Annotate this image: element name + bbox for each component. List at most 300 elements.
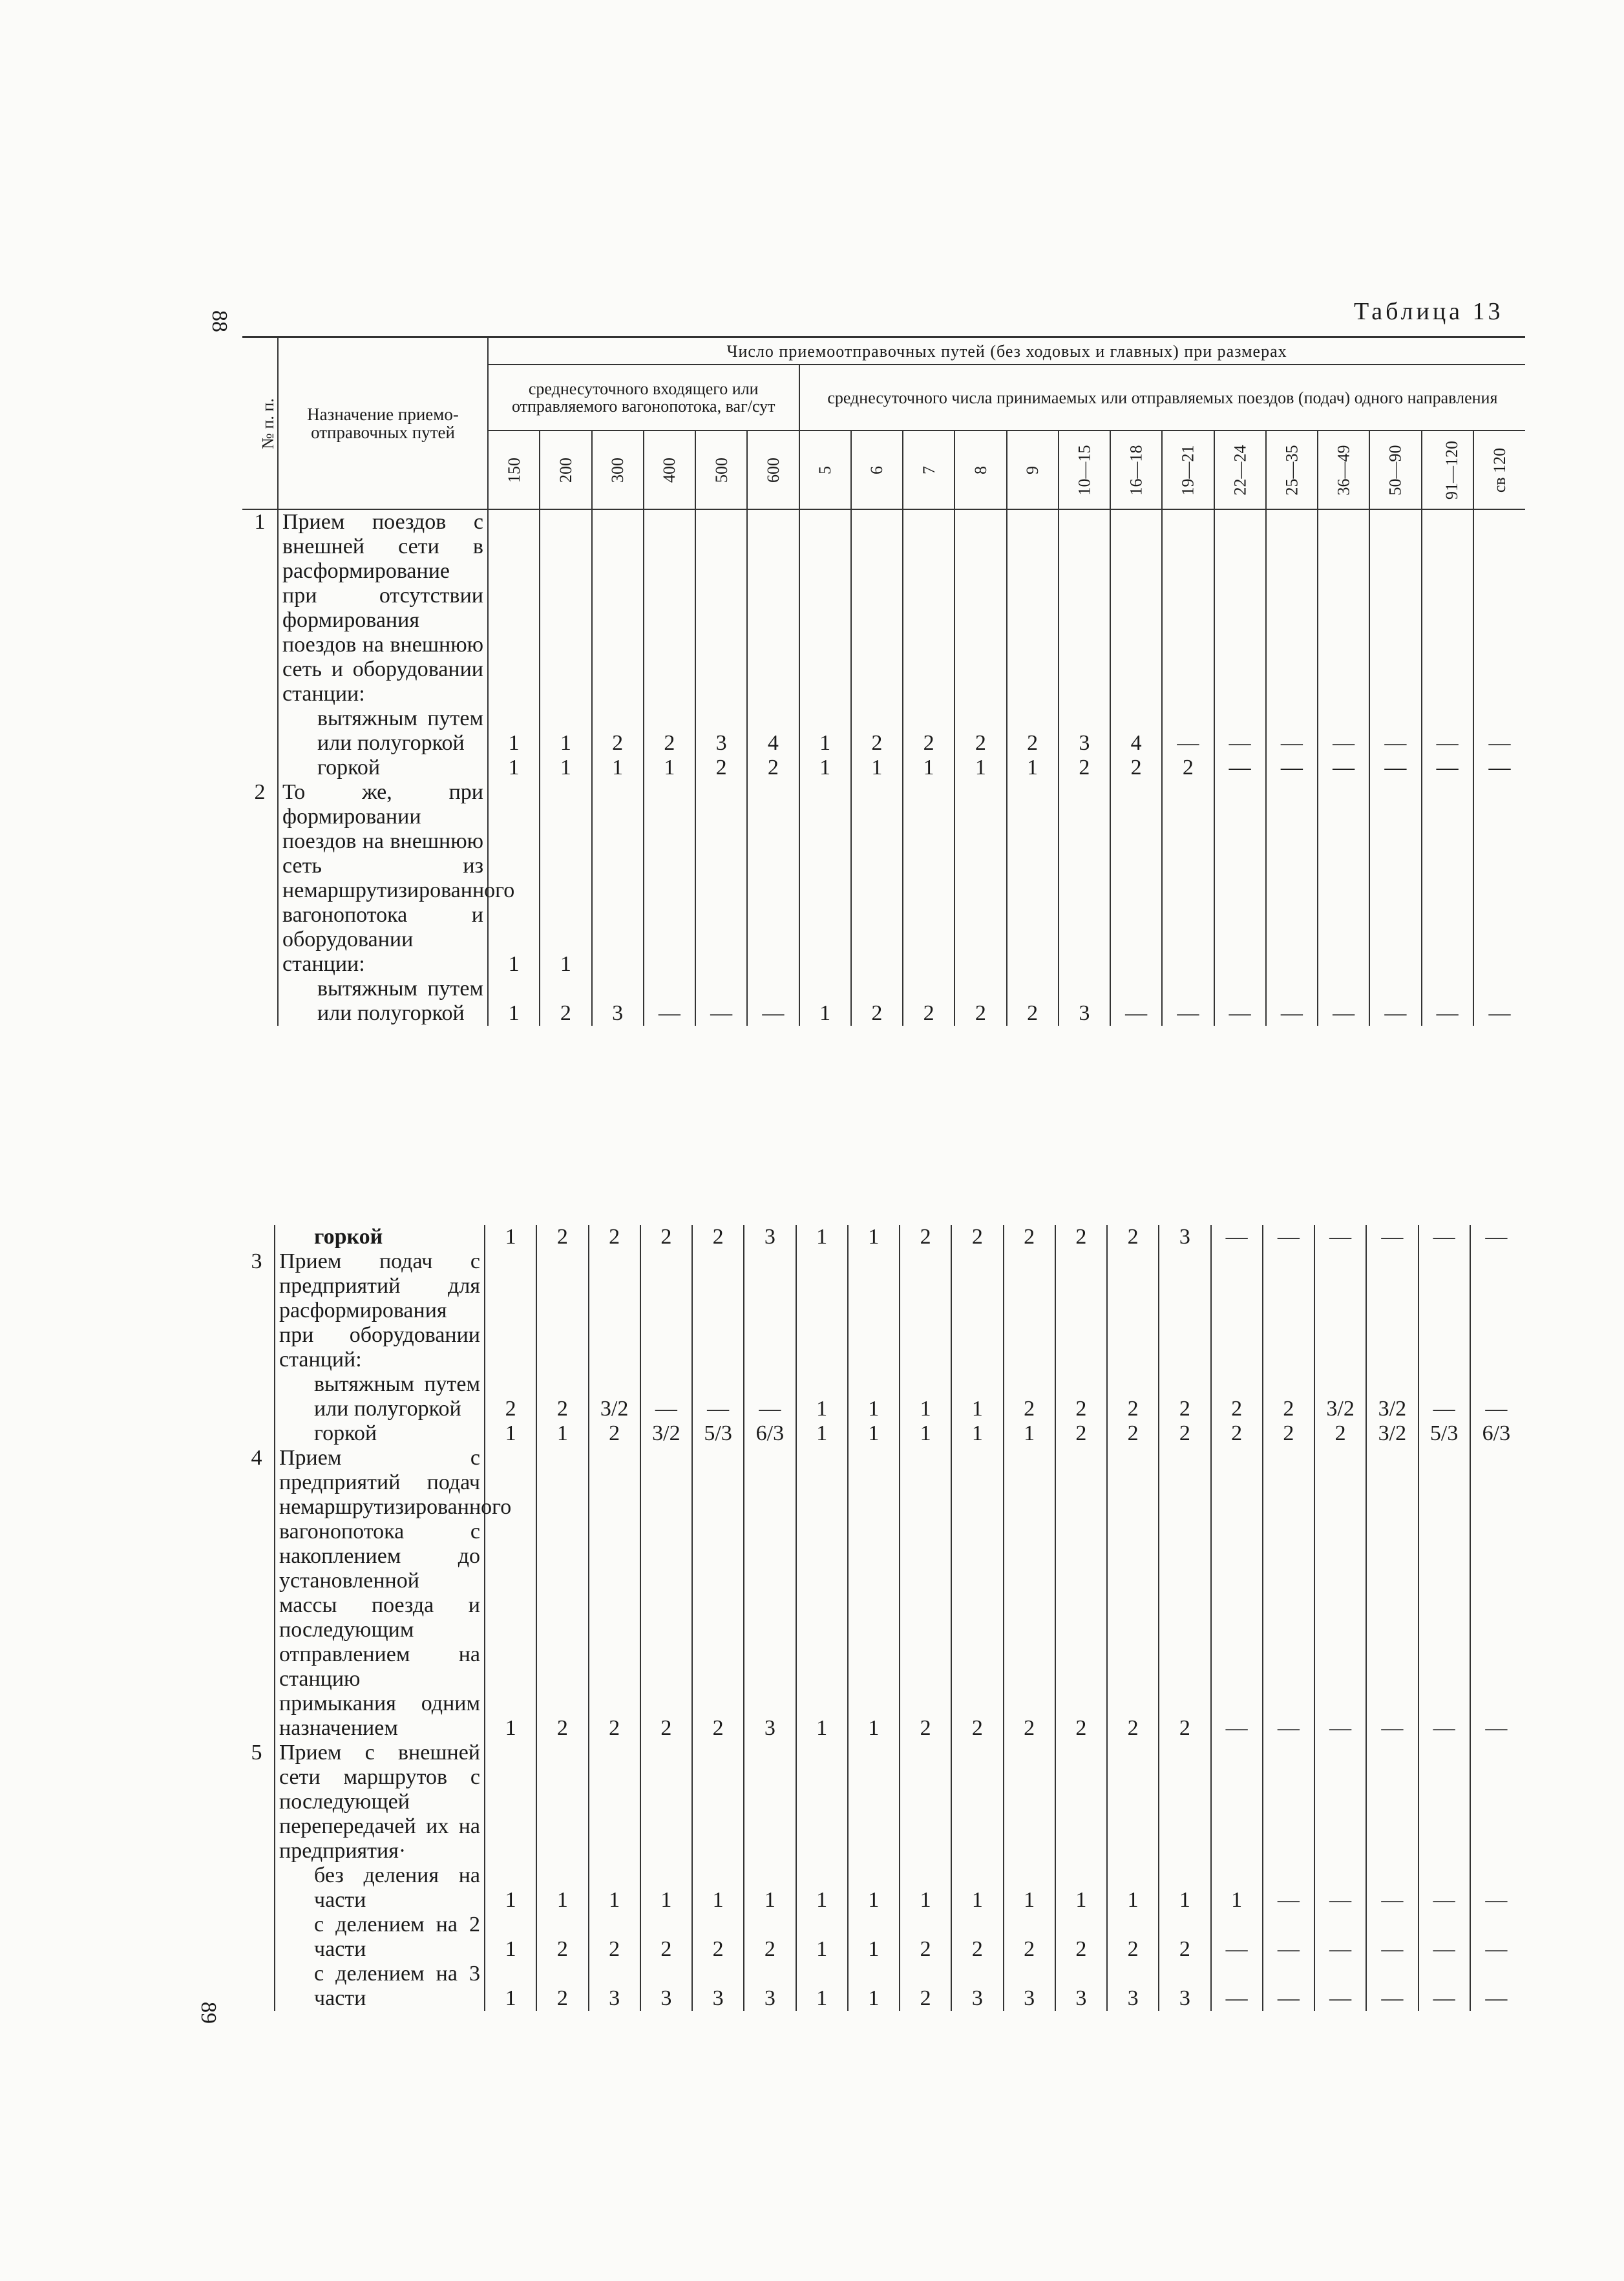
cell-value [1055,1741,1107,1863]
cell-value: 1 [951,1372,1003,1421]
table-row [242,706,1525,756]
header-col: 500 [695,430,747,509]
cell-value [1418,1741,1470,1863]
cell-value: 2 [589,1225,640,1249]
header-col: 150 [488,430,540,509]
cell-value [848,1741,900,1863]
cell-value: 2 [1007,706,1059,756]
header-col: 36—49 [1318,430,1369,509]
cell-value: 2 [851,977,903,1026]
cell-value: 1 [848,1913,900,1962]
cell-value: — [1369,756,1421,780]
cell-value [1107,1741,1159,1863]
row-purpose: Прием поездов с внешней сети в расформирование при отсутствии формирования поездов на внешнюю сеть и оборудовании станции: [278,509,488,706]
cell-value [1473,509,1525,706]
cell-value: — [1422,706,1473,756]
cell-value [1369,509,1421,706]
cell-value: 2 [589,1913,640,1962]
cell-value: 1 [485,1962,536,2011]
cell-value: 1 [540,706,591,756]
cell-value: 3/2 [1366,1372,1418,1421]
cell-value: 1 [799,706,851,756]
cell-value: — [1418,1372,1470,1421]
header-col: 8 [954,430,1006,509]
header-col: 50—90 [1369,430,1421,509]
cell-value [1470,1249,1522,1372]
cell-value [589,1249,640,1372]
cell-value: 1 [848,1225,900,1249]
table-title: Таблица 13 [1354,298,1504,325]
header-number: № п. п. [242,337,278,510]
cell-value: 1 [485,1863,536,1913]
cell-value: — [1266,756,1318,780]
cell-value: — [1211,1225,1263,1249]
cell-value: 1 [1004,1863,1055,1913]
cell-value [1211,1741,1263,1863]
cell-value: 3 [695,706,747,756]
cell-value [640,1741,692,1863]
cell-value: 1 [796,1913,848,1962]
cell-value: — [1470,1372,1522,1421]
cell-value: — [1366,1962,1418,2011]
table-row [239,1863,1522,1913]
cell-value: 2 [1055,1446,1107,1741]
cell-value: 2 [1107,1446,1159,1741]
cell-value: — [1418,1225,1470,1249]
cell-value: 1 [1107,1863,1159,1913]
cell-value: 2 [1004,1372,1055,1421]
cell-value: 1 [692,1863,744,1913]
cell-value: 1 [796,1372,848,1421]
cell-value: — [1470,1225,1522,1249]
cell-value: — [1418,1913,1470,1962]
cell-value [485,1249,536,1372]
cell-value: — [1314,1225,1366,1249]
header-col: 22—24 [1214,430,1266,509]
cell-value: 1 [592,756,644,780]
cell-value: — [1470,1446,1522,1741]
cell-value: — [1266,706,1318,756]
cell-value: 2 [592,706,644,756]
cell-value: 2 [900,1225,951,1249]
cell-value: 2 [1055,1913,1107,1962]
cell-value: 1 [644,756,695,780]
cell-value: — [1318,756,1369,780]
cell-value: — [1314,1863,1366,1913]
cell-value [1159,1741,1210,1863]
cell-value: — [1470,1913,1522,1962]
row-purpose: без деления на части [275,1863,485,1913]
cell-value: 3/2 [640,1421,692,1446]
cell-value: 2 [900,1446,951,1741]
cell-value [903,780,954,977]
cell-value: — [1211,1446,1263,1741]
header-col: 300 [592,430,644,509]
cell-value: 2 [954,706,1006,756]
page-number-top: 88 [207,310,231,332]
cell-value [644,509,695,706]
header-col: 91—120 [1422,430,1473,509]
cell-value: 1 [488,977,540,1026]
cell-value [1366,1741,1418,1863]
cell-value: 3 [640,1962,692,2011]
cell-value: 2 [903,977,954,1026]
cell-value [851,780,903,977]
cell-value: 1 [796,1962,848,2011]
header-group-flow: среднесуточного входящего или отправляемого вагонопотока, ваг/сут [488,365,799,430]
cell-value: 2 [951,1913,1003,1962]
cell-value: 2 [1107,1913,1159,1962]
cell-value [799,509,851,706]
cell-value: — [1318,706,1369,756]
cell-value: 1 [488,756,540,780]
cell-value: 2 [1211,1372,1263,1421]
cell-value: 2 [951,1225,1003,1249]
table-row [239,1741,1522,1863]
cell-value: 1 [485,1225,536,1249]
cell-value: 2 [692,1225,744,1249]
cell-value: — [1211,1913,1263,1962]
cell-value: 1 [848,1863,900,1913]
cell-value: 1 [1055,1863,1107,1913]
cell-value: 2 [1159,1372,1210,1421]
row-purpose: вытяжным путем или полугоркой [275,1372,485,1421]
cell-value: 2 [589,1446,640,1741]
cell-value: 3/2 [589,1372,640,1421]
cell-value [744,1249,796,1372]
cell-value: 2 [640,1225,692,1249]
cell-value: — [1263,1446,1314,1741]
cell-value: 2 [1055,1421,1107,1446]
cell-value [903,509,954,706]
cell-value [1214,509,1266,706]
header-span-title: Число приемоотправочных путей (без ходовых и главных) при размерах [488,337,1525,365]
cell-value [1366,1249,1418,1372]
cell-value: 1 [540,756,591,780]
cell-value: — [1263,1863,1314,1913]
cell-value: 2 [695,756,747,780]
cell-value: 3 [1159,1225,1210,1249]
cell-value [1318,509,1369,706]
cell-value: — [640,1372,692,1421]
cell-value: 3 [744,1225,796,1249]
cell-value: 1 [954,756,1006,780]
cell-value [1422,780,1473,977]
cell-value: 3 [1004,1962,1055,2011]
cell-value: 1 [951,1421,1003,1446]
cell-value: — [1366,1446,1418,1741]
cell-value: 3/2 [1366,1421,1418,1446]
cell-value: 3 [744,1446,796,1741]
cell-value: 2 [1110,756,1162,780]
cell-value: — [1473,977,1525,1026]
cell-value: 2 [951,1446,1003,1741]
row-number [239,1372,275,1421]
table-row [239,1225,1522,1249]
cell-value [536,1741,588,1863]
cell-value [488,509,540,706]
cell-value: — [1263,1225,1314,1249]
cell-value: — [744,1372,796,1421]
cell-value: 2 [536,1446,588,1741]
header-col: 200 [540,430,591,509]
cell-value: — [1214,756,1266,780]
cell-value: 2 [1162,756,1214,780]
cell-value [1004,1741,1055,1863]
cell-value: 2 [692,1446,744,1741]
cell-value: 1 [1004,1421,1055,1446]
cell-value: 1 [540,780,591,977]
cell-value [1473,780,1525,977]
cell-value: 3 [1055,1962,1107,2011]
cell-value: — [1214,706,1266,756]
cell-value: 2 [692,1913,744,1962]
cell-value: — [1366,1225,1418,1249]
cell-value [536,1249,588,1372]
cell-value: 2 [851,706,903,756]
table-row [242,977,1525,1026]
cell-value [954,780,1006,977]
cell-value [1314,1249,1366,1372]
cell-value [744,1741,796,1863]
cell-value [1266,509,1318,706]
cell-value [954,509,1006,706]
cell-value: 2 [1007,977,1059,1026]
cell-value: — [1263,1913,1314,1962]
cell-value: 2 [1159,1421,1210,1446]
cell-value: 5/3 [692,1421,744,1446]
table-row [242,780,1525,977]
row-purpose: вытяжным путем или полугоркой [278,706,488,756]
cell-value: 2 [536,1372,588,1421]
cell-value [747,509,799,706]
cell-value: 3 [592,977,644,1026]
cell-value: — [1366,1913,1418,1962]
cell-value: 3/2 [1314,1372,1366,1421]
row-number [242,756,278,780]
cell-value [1263,1741,1314,1863]
cell-value [1059,509,1110,706]
cell-value: 4 [747,706,799,756]
cell-value: 1 [796,1225,848,1249]
cell-value: 2 [1004,1446,1055,1741]
cell-value [851,509,903,706]
header-col: 400 [644,430,695,509]
cell-value [1369,780,1421,977]
row-number: 4 [251,1446,262,1470]
cell-value: 2 [1059,756,1110,780]
cell-value [692,1741,744,1863]
cell-value [1004,1249,1055,1372]
cell-value: 6/3 [744,1421,796,1446]
cell-value [540,509,591,706]
cell-value: 1 [485,1446,536,1741]
page-number-bottom: 89 [196,2002,220,2024]
cell-value [1211,1249,1263,1372]
cell-value [695,509,747,706]
cell-value: — [1214,977,1266,1026]
cell-value: 2 [1055,1372,1107,1421]
header-col: 10—15 [1059,430,1110,509]
cell-value: 2 [1159,1913,1210,1962]
cell-value: 1 [900,1372,951,1421]
cell-value: — [1162,977,1214,1026]
cell-value: — [1422,756,1473,780]
row-number [242,706,278,756]
table-row [239,1372,1522,1421]
cell-value [1470,1741,1522,1863]
cell-value [1314,1741,1366,1863]
cell-value [695,780,747,977]
cell-value: — [644,977,695,1026]
cell-value [592,509,644,706]
cell-value: 1 [799,977,851,1026]
table-row [239,1421,1522,1446]
cell-value: — [747,977,799,1026]
cell-value: 3 [1159,1962,1210,2011]
row-purpose: Прием с внешней сети маршрутов с последующей перепередачей их на предприятия· [275,1741,485,1863]
cell-value: 1 [1211,1863,1263,1913]
cell-value: 2 [1263,1372,1314,1421]
cell-value [1422,509,1473,706]
cell-value [1418,1249,1470,1372]
cell-value: 1 [589,1863,640,1913]
cell-value: — [1314,1446,1366,1741]
cell-value [640,1249,692,1372]
cell-value: 1 [488,706,540,756]
cell-value: 2 [640,1913,692,1962]
cell-value: — [1314,1962,1366,2011]
cell-value: 2 [1107,1372,1159,1421]
cell-value: — [1470,1962,1522,2011]
cell-value: 2 [900,1962,951,2011]
header-col: 7 [903,430,954,509]
cell-value [692,1249,744,1372]
cell-value [1266,780,1318,977]
cell-value: 2 [1159,1446,1210,1741]
cell-value: 3 [1059,706,1110,756]
header-col: 16—18 [1110,430,1162,509]
cell-value: 2 [1004,1913,1055,1962]
cell-value: — [1162,706,1214,756]
cell-value [951,1741,1003,1863]
row-purpose: с делением на 2 части [275,1913,485,1962]
row-number: 3 [251,1249,262,1273]
row-purpose: То же, при формировании поездов на внешнюю сеть из немаршрутизированного вагонопотока и оборудовании станции: [278,780,488,977]
cell-value: 1 [848,1372,900,1421]
cell-value: 2 [1107,1421,1159,1446]
cell-value [951,1249,1003,1372]
cell-value: 1 [640,1863,692,1913]
cell-value: 4 [1110,706,1162,756]
cell-value: 1 [485,1421,536,1446]
table-part-2 [239,1225,1522,2011]
cell-value [1059,780,1110,977]
table-row [239,1249,1522,1372]
row-number [239,1421,275,1446]
cell-value: 2 [1107,1225,1159,1249]
cell-value: 1 [851,756,903,780]
row-number [242,977,278,1026]
cell-value: — [1369,706,1421,756]
cell-value [900,1249,951,1372]
table-row [242,509,1525,706]
cell-value: — [1266,977,1318,1026]
table-row [239,1913,1522,1962]
table-row [239,1962,1522,2011]
cell-value: — [1110,977,1162,1026]
cell-value [1318,780,1369,977]
header-col: 19—21 [1162,430,1214,509]
cell-value: 1 [536,1421,588,1446]
cell-value: — [1263,1962,1314,2011]
cell-value: — [1470,1863,1522,1913]
cell-value: 1 [796,1421,848,1446]
row-purpose: Прием с предприятий подач немаршрутизированного вагонопотока с накоплением до установленной массы поезда и последующим отправлением на станцию примыкания одним назначением [275,1446,485,1741]
cell-value: 1 [900,1863,951,1913]
cell-value [1162,780,1214,977]
cell-value: 1 [488,780,540,977]
cell-value: 2 [1004,1225,1055,1249]
cell-value: 6/3 [1470,1421,1522,1446]
row-purpose: вытяжным путем или полугоркой [278,977,488,1026]
cell-value: 2 [954,977,1006,1026]
cell-value: — [695,977,747,1026]
header-col: 25—35 [1266,430,1318,509]
header-col: 6 [851,430,903,509]
cell-value: 1 [536,1863,588,1913]
cell-value: 1 [951,1863,1003,1913]
cell-value: 1 [848,1421,900,1446]
cell-value: — [1473,706,1525,756]
cell-value: — [1418,1446,1470,1741]
row-number [239,1962,275,2011]
header-col: 5 [799,430,851,509]
cell-value: — [1369,977,1421,1026]
cell-value: — [1314,1913,1366,1962]
cell-value: 3 [692,1962,744,2011]
cell-value: — [1418,1962,1470,2011]
cell-value: 1 [1007,756,1059,780]
cell-value: 2 [536,1913,588,1962]
header-col: 600 [747,430,799,509]
cell-value [592,780,644,977]
cell-value: 2 [1314,1421,1366,1446]
row-number [239,1863,275,1913]
cell-value: 2 [744,1913,796,1962]
cell-value: 3 [1059,977,1110,1026]
header-purpose: Назначение приемо-отправочных путей [278,337,488,510]
cell-value [485,1741,536,1863]
cell-value: 3 [951,1962,1003,2011]
cell-value [1110,509,1162,706]
cell-value [1007,509,1059,706]
cell-value: 5/3 [1418,1421,1470,1446]
cell-value: 2 [1211,1421,1263,1446]
header-col: 9 [1007,430,1059,509]
cell-value [848,1249,900,1372]
cell-value: 2 [644,706,695,756]
cell-value: 2 [536,1225,588,1249]
cell-value: — [1318,977,1369,1026]
cell-value: 1 [796,1446,848,1741]
row-number: 2 [254,780,266,804]
cell-value [589,1741,640,1863]
cell-value: — [692,1372,744,1421]
cell-value: 2 [540,977,591,1026]
row-number [239,1225,275,1249]
table-row [239,1446,1522,1741]
